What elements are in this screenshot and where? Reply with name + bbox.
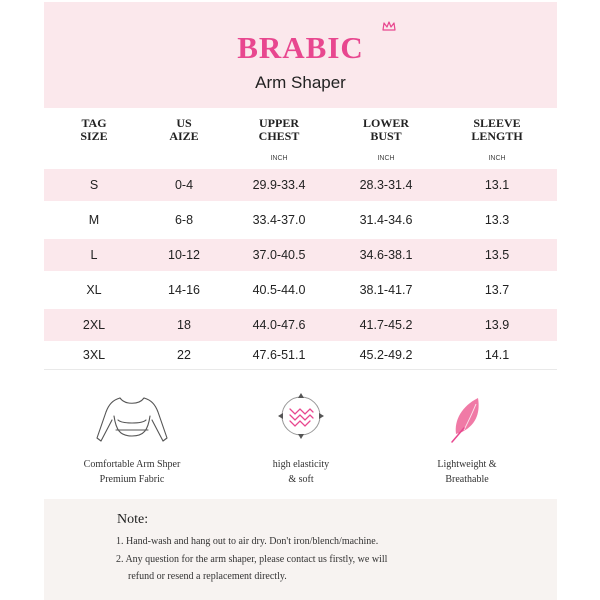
feature-caption: Lightweight & Breathable <box>437 459 497 485</box>
table-row <box>44 239 557 271</box>
cell-us-size: 22 <box>177 348 191 362</box>
cell-lower-bust: 31.4-34.6 <box>359 213 413 227</box>
cell-tag-size: 3XL <box>82 348 106 362</box>
cell-sleeve-length: 13.1 <box>484 178 510 192</box>
cell-sleeve-length: 13.3 <box>484 213 510 227</box>
feature-caption: high elasticity & soft <box>272 459 330 485</box>
cell-us-size: 10-12 <box>168 248 200 262</box>
cell-lower-bust: 45.2-49.2 <box>359 348 413 362</box>
brand-logo: BRABIC <box>237 30 364 65</box>
table-row <box>44 309 557 341</box>
features-row <box>44 390 557 490</box>
note-line: 1. Hand-wash and hang out to air dry. Don't iron/blench/machine. <box>116 536 379 547</box>
cell-tag-size: 2XL <box>82 318 106 332</box>
cell-upper-chest: 33.4-37.0 <box>252 213 306 227</box>
feather-icon <box>442 390 492 446</box>
cell-upper-chest: 47.6-51.1 <box>252 348 306 362</box>
unit-label-upper-chest: INCH <box>270 155 288 162</box>
cell-sleeve-length: 13.5 <box>484 248 510 262</box>
unit-label-sleeve-length: INCH <box>488 155 506 162</box>
table-header <box>44 117 557 169</box>
header-upper-chest: UPPER CHEST <box>258 116 300 143</box>
cell-upper-chest: 29.9-33.4 <box>252 178 306 192</box>
cell-sleeve-length: 13.7 <box>484 283 510 297</box>
header-sleeve-length: SLEEVE LENGTH <box>471 116 523 143</box>
care-note <box>44 499 557 600</box>
shirt-outline-icon <box>92 390 172 446</box>
feature-caption: Comfortable Arm Shper Premium Fabric <box>83 459 181 485</box>
size-chart-table <box>44 116 557 362</box>
cell-tag-size: M <box>88 213 100 227</box>
cell-lower-bust: 28.3-31.4 <box>359 178 413 192</box>
cell-tag-size: S <box>89 178 99 192</box>
elastic-mesh-icon <box>271 390 331 446</box>
header-band <box>44 2 557 108</box>
cell-us-size: 18 <box>177 318 191 332</box>
table-divider <box>44 369 557 370</box>
cell-lower-bust: 34.6-38.1 <box>359 248 413 262</box>
cell-upper-chest: 44.0-47.6 <box>252 318 306 332</box>
header-tag-size: TAG SIZE <box>80 116 108 143</box>
cell-lower-bust: 38.1-41.7 <box>359 283 413 297</box>
cell-upper-chest: 40.5-44.0 <box>252 283 306 297</box>
cell-upper-chest: 37.0-40.5 <box>252 248 306 262</box>
header-lower-bust: LOWER BUST <box>362 116 409 143</box>
cell-us-size: 6-8 <box>174 213 194 227</box>
note-line: 2. Any question for the arm shaper, please contact us firstly, we will <box>116 554 388 565</box>
cell-tag-size: XL <box>86 283 102 297</box>
table-row <box>44 339 557 371</box>
table-row <box>44 204 557 236</box>
cell-tag-size: L <box>90 248 98 262</box>
cell-sleeve-length: 14.1 <box>484 348 510 362</box>
table-row <box>44 274 557 306</box>
unit-label-lower-bust: INCH <box>377 155 395 162</box>
cell-us-size: 14-16 <box>168 283 200 297</box>
table-row <box>44 169 557 201</box>
header-us-size: US AIZE <box>169 116 199 143</box>
cell-us-size: 0-4 <box>174 178 194 192</box>
note-line: refund or resend a replacement directly. <box>128 571 287 582</box>
cell-lower-bust: 41.7-45.2 <box>359 318 413 332</box>
cell-sleeve-length: 13.9 <box>484 318 510 332</box>
product-title: Arm Shaper <box>255 73 346 92</box>
note-title: Note: <box>117 512 149 527</box>
